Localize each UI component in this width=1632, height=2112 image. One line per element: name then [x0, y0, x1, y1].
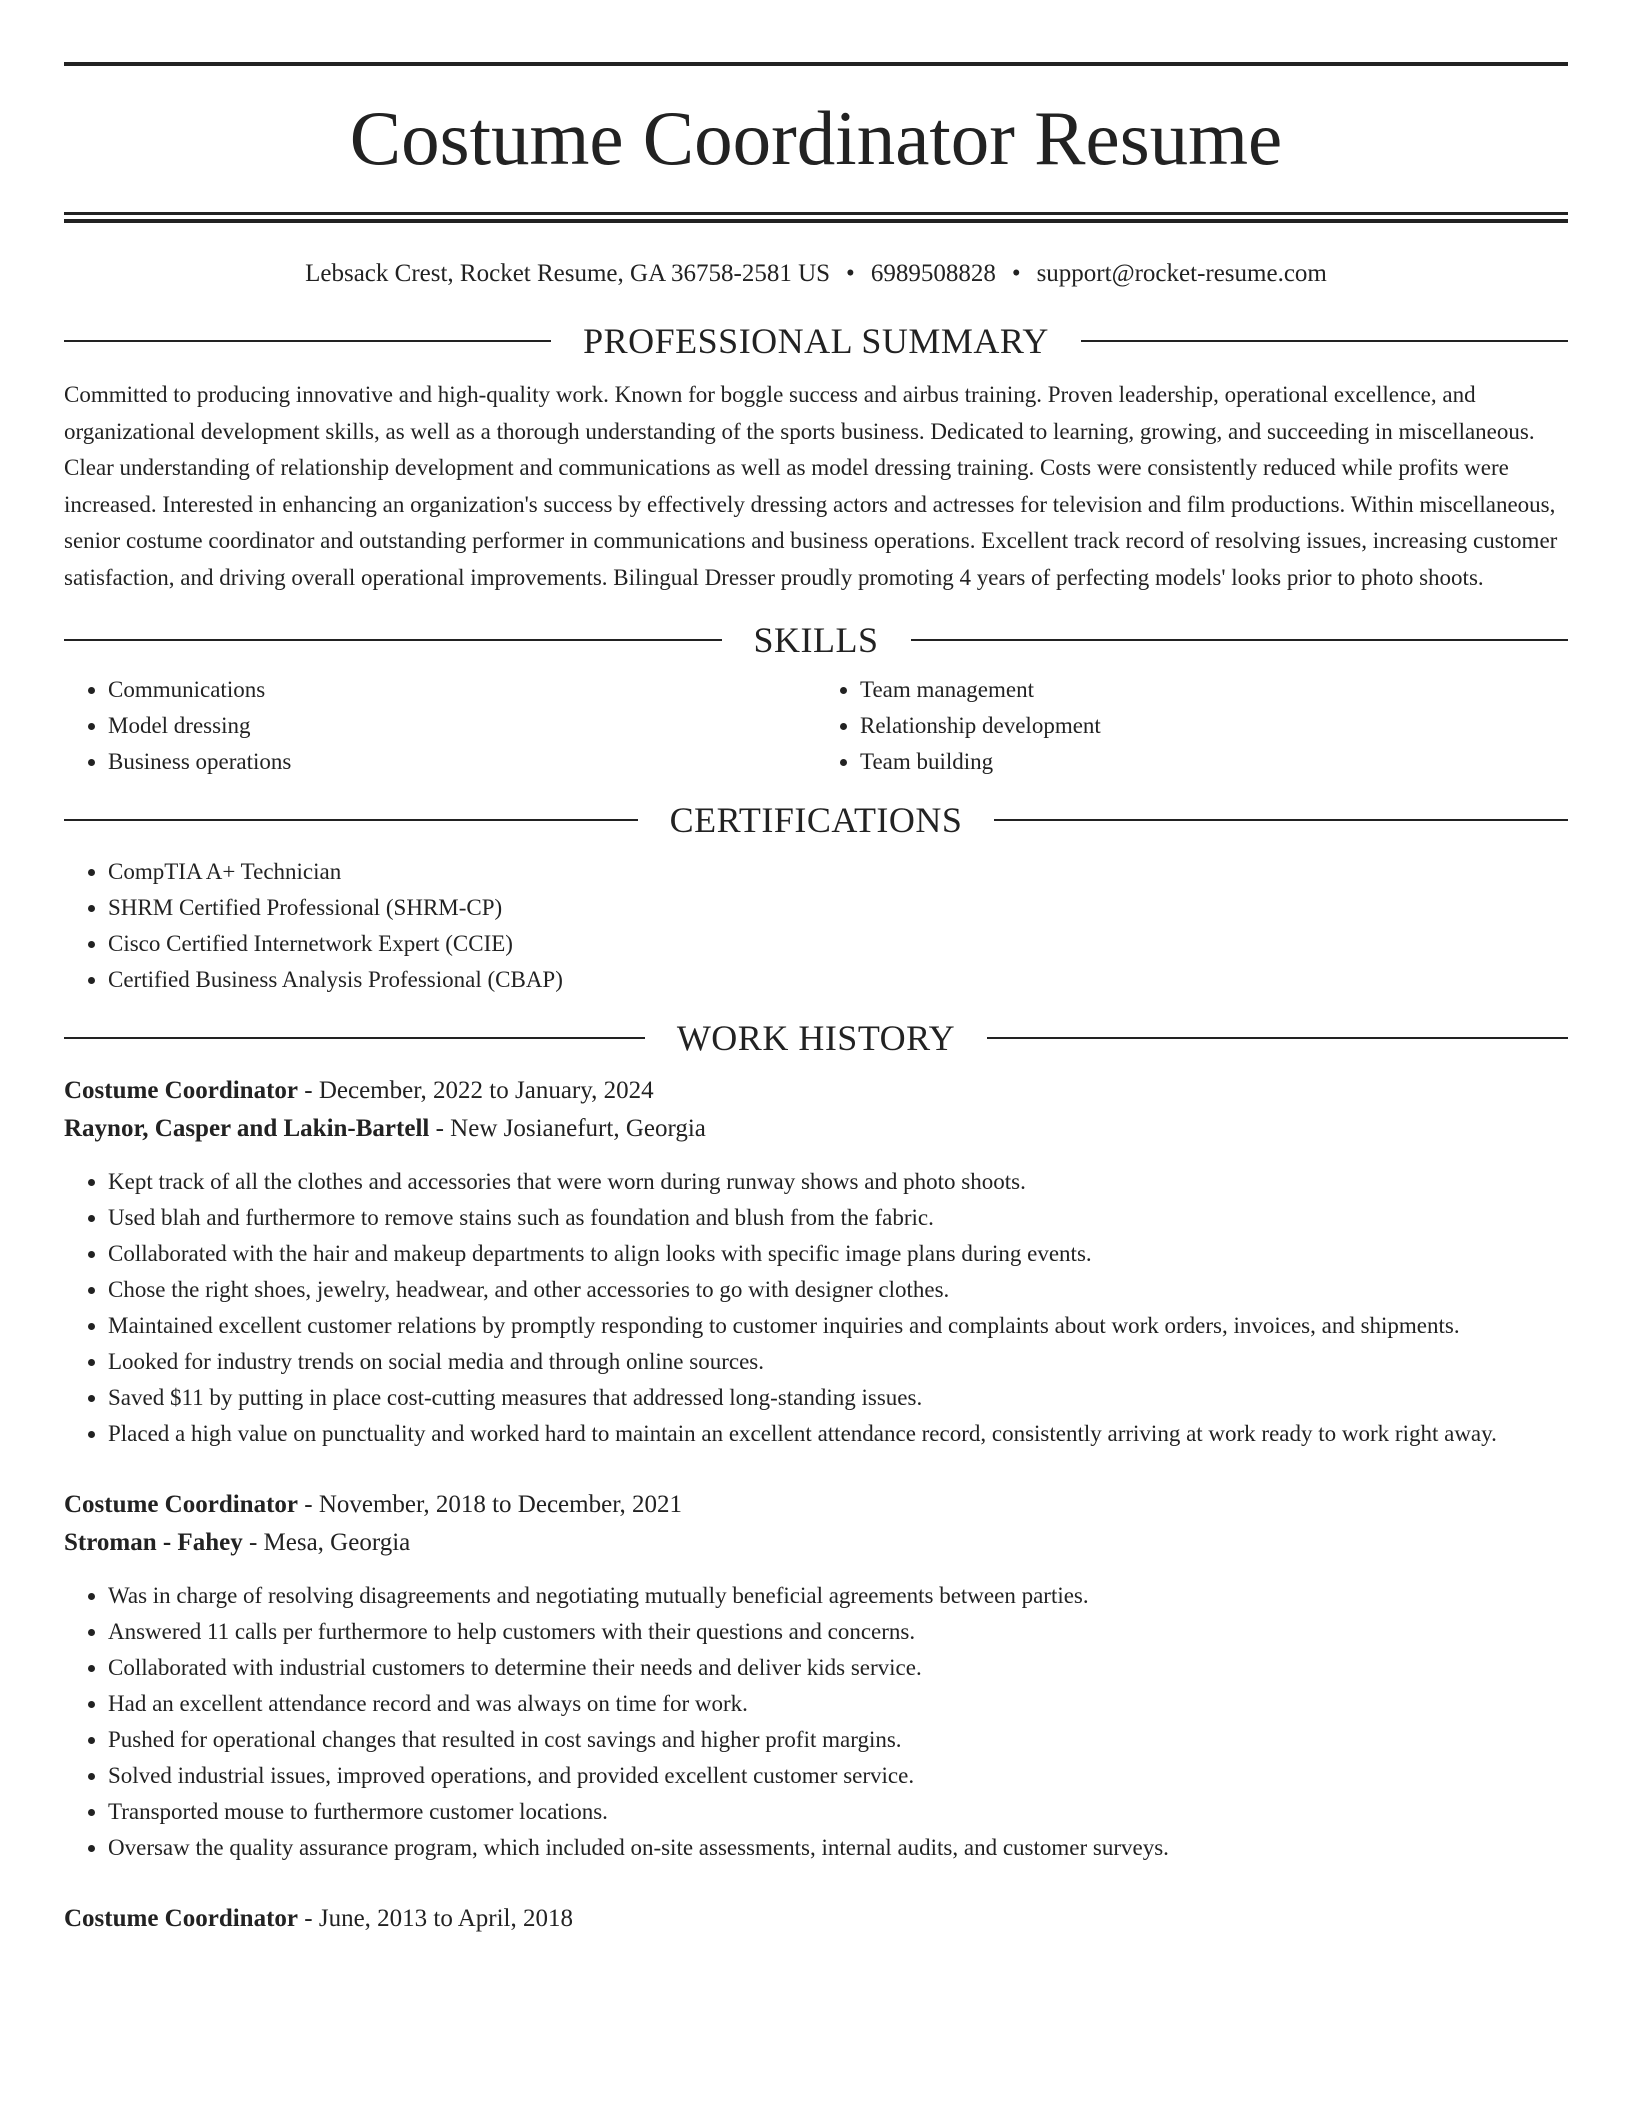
job-company: Stroman - Fahey [64, 1529, 243, 1556]
job-dates: - November, 2018 to December, 2021 [298, 1491, 683, 1518]
certifications-heading-text: CERTIFICATIONS [669, 800, 963, 840]
contact-line [64, 259, 1568, 289]
title-double-rule [64, 212, 1568, 223]
job-company: Raynor, Casper and Lakin-Bartell [64, 1115, 430, 1142]
job-entry [64, 1900, 1568, 1938]
job-bullet: • Looked for industry trends on social media and through online sources. [108, 1344, 1568, 1380]
job-entry [64, 1072, 1568, 1452]
job-bullet: • Maintained excellent customer relations by promptly responding to customer inquiries and complaints about work orders, invoices, and shipments. [108, 1308, 1568, 1344]
contact-separator: • [1011, 260, 1021, 287]
certification-item: • SHRM Certified Professional (SHRM-CP) [108, 890, 1568, 926]
certification-item: • CompTIA A+ Technician [108, 854, 1568, 890]
skill-item: • Relationship development [860, 708, 1568, 744]
job-bullet: • Oversaw the quality assurance program, which included on-site assessments, internal audits, and customer surveys. [108, 1830, 1568, 1866]
contact-email: support@rocket-resume.com [1036, 260, 1327, 287]
job-title: Costume Coordinator [64, 1077, 299, 1104]
job-company-line [64, 1110, 1568, 1148]
skill-item: • Team building [860, 744, 1568, 780]
job-title: Costume Coordinator [64, 1905, 299, 1932]
skills-heading-text: SKILLS [753, 620, 879, 660]
job-title-line [64, 1486, 1568, 1524]
contact-address: Lebsack Crest, Rocket Resume, GA 36758-2581 US [305, 260, 831, 287]
job-bullet: • Solved industrial issues, improved operations, and provided excellent customer service. [108, 1758, 1568, 1794]
job-title-line [64, 1900, 1568, 1938]
job-bullets [64, 1578, 1568, 1866]
job-dates: - December, 2022 to January, 2024 [298, 1077, 654, 1104]
job-bullet: • Kept track of all the clothes and accessories that were worn during runway shows and photo shoots. [108, 1164, 1568, 1200]
summary-text: Committed to producing innovative and high-quality work. Known for boggle success and airbus training. Proven leadership, operational excellence, and organizational development skills, as well as a thorough understanding of the sports business. Dedicated to learning, growing, and succeeding in miscellaneous. Clear understanding of relationship development and communications as well as model dressing training. Costs were consistently reduced while profits were increased. Interested in enhancing an organization's success by effectively dressing actors and actresses for television and film productions. Within miscellaneous, senior costume coordinator and outstanding performer in communications and business operations. Excellent track record of resolving issues, increasing customer satisfaction, and driving overall operational improvements. Bilingual Dresser proudly promoting 4 years of perfecting models' looks prior to photo shoots. [64, 382, 1558, 590]
page-title: Costume Coordinator Resume [349, 95, 1283, 181]
job-bullets [64, 1164, 1568, 1452]
job-bullet: • Had an excellent attendance record and was always on time for work. [108, 1686, 1568, 1722]
job-bullet: • Chose the right shoes, jewelry, headwear, and other accessories to go with designer clothes. [108, 1272, 1568, 1308]
contact-phone: 6989508828 [870, 260, 996, 287]
skills-column-left [64, 672, 816, 780]
skill-item: • Business operations [108, 744, 816, 780]
job-company-line [64, 1524, 1568, 1562]
job-title-line [64, 1072, 1568, 1110]
certifications-heading [64, 802, 1568, 838]
certification-item: • Cisco Certified Internetwork Expert (CCIE) [108, 926, 1568, 962]
job-bullet: • Collaborated with industrial customers to determine their needs and deliver kids service. [108, 1650, 1568, 1686]
job-dates: - June, 2013 to April, 2018 [298, 1905, 574, 1932]
skills-column-right [816, 672, 1568, 780]
skill-item: • Communications [108, 672, 816, 708]
contact-separator: • [846, 260, 855, 287]
job-entry [64, 1486, 1568, 1866]
job-title: Costume Coordinator [64, 1491, 299, 1518]
job-bullet: • Collaborated with the hair and makeup departments to align looks with specific image plans during events. [108, 1236, 1568, 1272]
job-bullet: • Transported mouse to furthermore customer locations. [108, 1794, 1568, 1830]
job-bullet: • Used blah and furthermore to remove stains such as foundation and blush from the fabric. [108, 1200, 1568, 1236]
job-bullet: • Was in charge of resolving disagreements and negotiating mutually beneficial agreements between parties. [108, 1578, 1568, 1614]
job-location: - Mesa, Georgia [242, 1529, 411, 1556]
certification-item: • Certified Business Analysis Professional (CBAP) [108, 962, 1568, 998]
summary-heading-text: PROFESSIONAL SUMMARY [583, 321, 1049, 361]
skills-heading [64, 622, 1568, 658]
job-bullet: • Pushed for operational changes that resulted in cost savings and higher profit margins. [108, 1722, 1568, 1758]
skills-list [64, 672, 1568, 780]
job-location: - New Josianefurt, Georgia [429, 1115, 706, 1142]
skill-item: • Team management [860, 672, 1568, 708]
job-bullet: • Placed a high value on punctuality and worked hard to maintain an excellent attendance record, consistently arriving at work ready to work right away. [108, 1416, 1568, 1452]
skill-item: • Model dressing [108, 708, 816, 744]
work-history-heading [64, 1020, 1568, 1056]
certifications-list [64, 854, 1568, 998]
job-bullet: • Answered 11 calls per furthermore to help customers with their questions and concerns. [108, 1614, 1568, 1650]
summary-heading [64, 323, 1568, 359]
work-history-heading-text: WORK HISTORY [676, 1018, 956, 1058]
job-bullet: • Saved $11 by putting in place cost-cutting measures that addressed long-standing issues. [108, 1380, 1568, 1416]
